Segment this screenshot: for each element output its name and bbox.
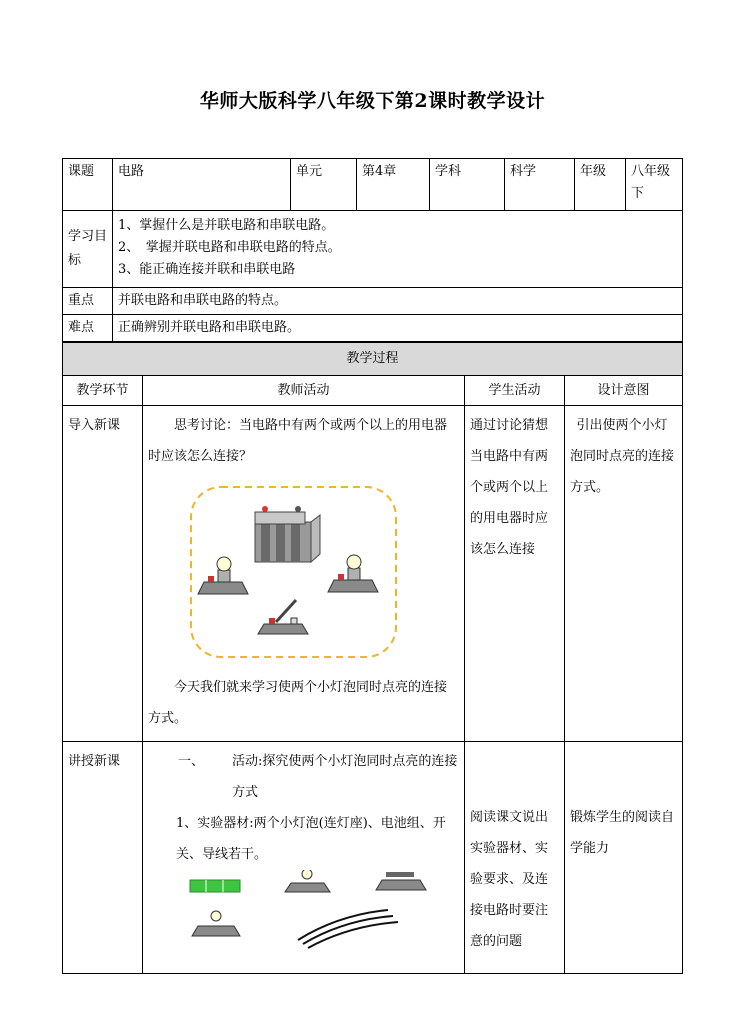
bulb-icon [192, 911, 240, 936]
process-heading: 教学过程 [63, 343, 683, 376]
student-cell: 阅读课文说出实验器材、实验要求、及连接电路时要注意的问题 [465, 742, 565, 974]
subject-value: 科学 [505, 159, 575, 211]
goal-item: 3、能正确连接并联和串联电路 [118, 262, 296, 277]
equipment-figure [148, 870, 459, 950]
battery-pack-icon [255, 506, 320, 562]
stage-cell: 讲授新课 [63, 742, 143, 974]
intent-cell: 引出使两个小灯泡同时点亮的连接方式。 [565, 406, 683, 742]
topic-value: 电路 [113, 159, 291, 211]
process-table [62, 342, 683, 974]
info-row-difficulty [63, 315, 683, 342]
bulb-icon [285, 870, 330, 892]
key-label: 重点 [63, 288, 113, 315]
student-cell: 通过讨论猜想当电路中有两个或两个以上的用电器时应该怎么连接 [465, 406, 565, 742]
circuit-components-figure [148, 482, 459, 662]
info-table [62, 158, 683, 342]
col-header: 设计意图 [565, 376, 683, 406]
topic-label: 课题 [63, 159, 113, 211]
info-row-goals [63, 211, 683, 288]
section-title: 活动:探究使两个小灯泡同时点亮的连接方式 [232, 754, 458, 800]
goals-list [113, 211, 683, 288]
unit-value: 第4章 [357, 159, 430, 211]
difficulty-value: 正确辨别并联电路和串联电路。 [113, 315, 683, 342]
info-row-basic [63, 159, 683, 211]
grade-label: 年级 [575, 159, 626, 211]
process-header-row [63, 376, 683, 406]
bulb-icon [198, 557, 248, 594]
col-header: 教学环节 [63, 376, 143, 406]
teacher-cell [143, 742, 465, 974]
col-header: 学生活动 [465, 376, 565, 406]
section-number: 一、 [178, 754, 205, 769]
goal-item: 2、 掌握并联电路和串联电路的特点。 [118, 240, 341, 255]
teacher-paragraph: 思考讨论：当电路中有两个或两个以上的用电器时应该怎么连接？ [148, 418, 448, 464]
battery-icon [190, 880, 240, 892]
table-row [63, 406, 683, 742]
bulb-icon [328, 555, 378, 592]
key-value: 并联电路和串联电路的特点。 [113, 288, 683, 315]
teacher-paragraph: 今天我们就来学习使两个小灯泡同时点亮的连接方式。 [148, 680, 448, 726]
col-header: 教师活动 [143, 376, 465, 406]
unit-label: 单元 [291, 159, 357, 211]
switch-icon [376, 872, 426, 890]
goal-item: 1、掌握什么是并联电路和串联电路。 [118, 218, 335, 233]
subject-label: 学科 [430, 159, 505, 211]
intent-cell: 锻炼学生的阅读自学能力 [565, 742, 683, 974]
section-heading [148, 746, 459, 808]
wires-icon [298, 910, 398, 948]
grade-value: 八年级下 [626, 159, 683, 211]
table-row [63, 742, 683, 974]
switch-icon [258, 600, 308, 634]
difficulty-label: 难点 [63, 315, 113, 342]
goals-label: 学习目标 [63, 211, 113, 288]
page-title: 华师大版科学八年级下第2课时教学设计 [199, 90, 546, 112]
teacher-paragraph: 1、实验器材:两个小灯泡(连灯座)、电池组、开关、导线若干。 [176, 816, 446, 862]
stage-cell: 导入新课 [63, 406, 143, 742]
teacher-cell [143, 406, 465, 742]
info-row-key [63, 288, 683, 315]
